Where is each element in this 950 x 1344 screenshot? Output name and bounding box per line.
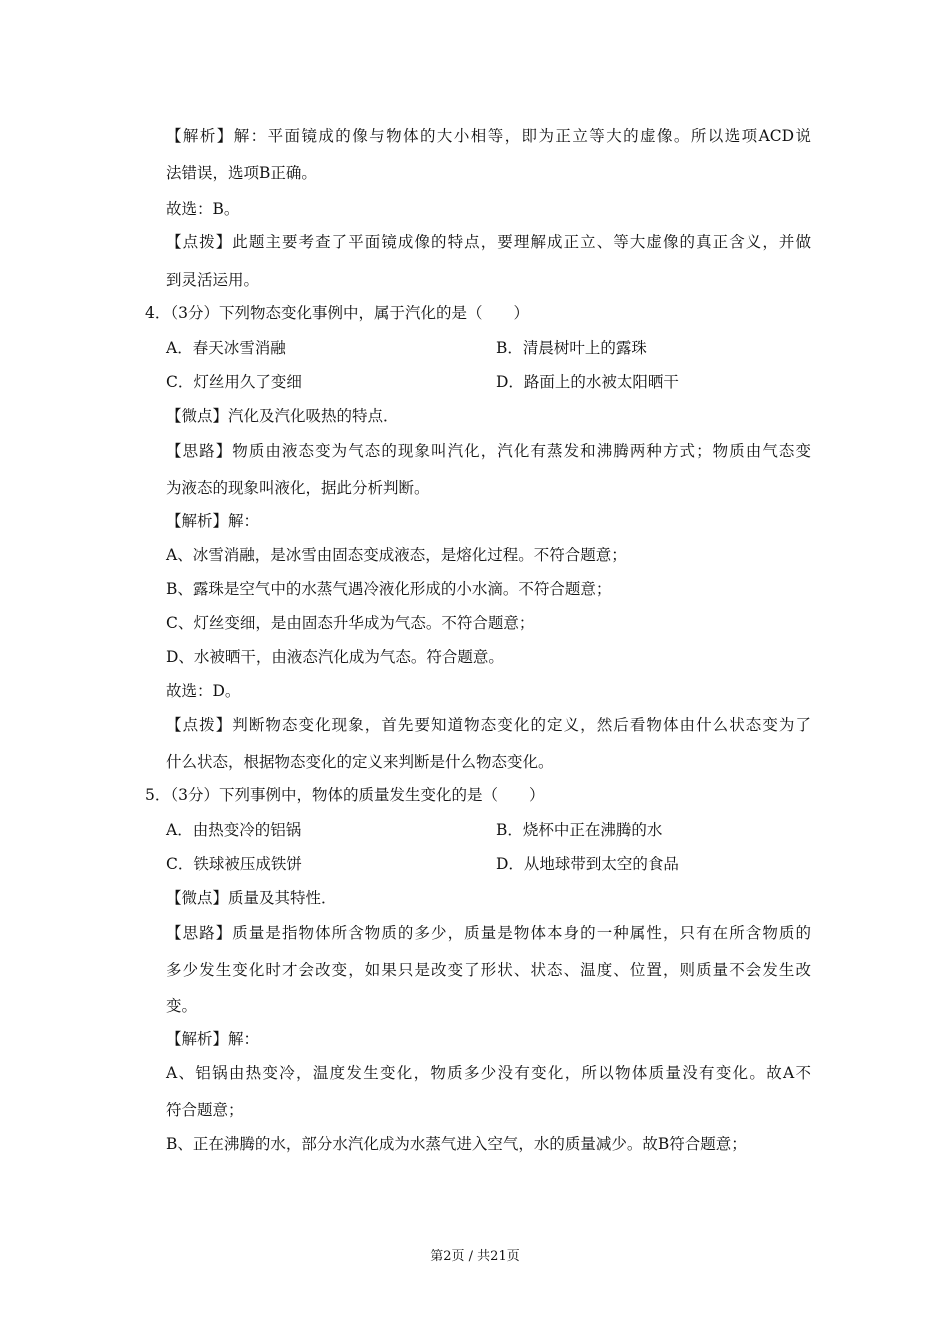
q4-option-d: D．路面上的水被太阳晒干 [496, 373, 679, 391]
q5-idea-line1: 【思路】质量是指物体所含物质的多少，质量是物体本身的一种属性，只有在所含物质的 [166, 924, 811, 942]
q4-analysis-d: D、水被晒干，由液态汽化成为气态。符合题意。 [166, 648, 504, 666]
q3-answer: 故选：B。 [166, 200, 240, 218]
q3-tip-line1: 【点拨】此题主要考查了平面镜成像的特点，要理解成正立、等大虚像的真正含义，并做 [166, 233, 811, 251]
q5-stem: 5．（3分）下列事例中，物体的质量发生变化的是（ ） [145, 786, 545, 804]
q4-point: 【微点】汽化及汽化吸热的特点． [166, 407, 399, 425]
q4-option-c: C．灯丝用久了变细 [166, 373, 302, 391]
q4-option-b: B．清晨树叶上的露珠 [496, 339, 647, 357]
q5-idea-line2: 多少发生变化时才会改变，如果只是改变了形状、状态、温度、位置，则质量不会发生改 [166, 961, 811, 979]
q5-option-c: C．铁球被压成铁饼 [166, 855, 302, 873]
q4-stem: 4．（3分）下列物态变化事例中，属于汽化的是（ ） [145, 304, 529, 322]
q4-idea-line1: 【思路】物质由液态变为气态的现象叫汽化，汽化有蒸发和沸腾两种方式；物质由气态变 [166, 442, 811, 460]
q3-analysis-line2: 法错误，选项B正确。 [166, 164, 317, 182]
q5-option-b: B．烧杯中正在沸腾的水 [496, 821, 663, 839]
q4-option-a: A．春天冰雪消融 [166, 339, 286, 357]
page-footer: 第2页 / 共21页 [430, 1249, 520, 1264]
q4-analysis-c: C、灯丝变细，是由固态升华成为气态。不符合题意； [166, 614, 535, 632]
q4-answer: 故选：D。 [166, 682, 241, 700]
q3-tip-line2: 到灵活运用。 [166, 271, 260, 289]
q5-option-d: D．从地球带到太空的食品 [496, 855, 679, 873]
q5-analysis-head: 【解析】解： [166, 1030, 260, 1048]
q4-analysis-b: B、露珠是空气中的水蒸气遇冷液化形成的小水滴。不符合题意； [166, 580, 612, 598]
q4-tip-line2: 什么状态，根据物态变化的定义来判断是什么物态变化。 [166, 753, 554, 771]
q4-tip-line1: 【点拨】判断物态变化现象，首先要知道物态变化的定义，然后看物体由什么状态变为了 [166, 716, 811, 734]
q5-analysis-a-line1: A、铝锅由热变冷，温度发生变化，物质多少没有变化，所以物体质量没有变化。故A不 [166, 1064, 811, 1082]
q3-analysis-line1: 【解析】解：平面镜成的像与物体的大小相等，即为正立等大的虚像。所以选项ACD说 [166, 127, 811, 145]
q5-option-a: A．由热变冷的铝锅 [166, 821, 302, 839]
q5-analysis-b-line1: B、正在沸腾的水，部分水汽化成为水蒸气进入空气，水的质量减少。故B符合题意； [166, 1135, 747, 1153]
q5-idea-line3: 变。 [166, 997, 198, 1015]
q5-point: 【微点】质量及其特性． [166, 889, 337, 907]
q5-analysis-a-line2: 符合题意； [166, 1101, 244, 1119]
q4-analysis-head: 【解析】解： [166, 512, 260, 530]
q4-analysis-a: A、冰雪消融，是冰雪由固态变成液态，是熔化过程。不符合题意； [166, 546, 627, 564]
q4-idea-line2: 为液态的现象叫液化，据此分析判断。 [166, 479, 430, 497]
